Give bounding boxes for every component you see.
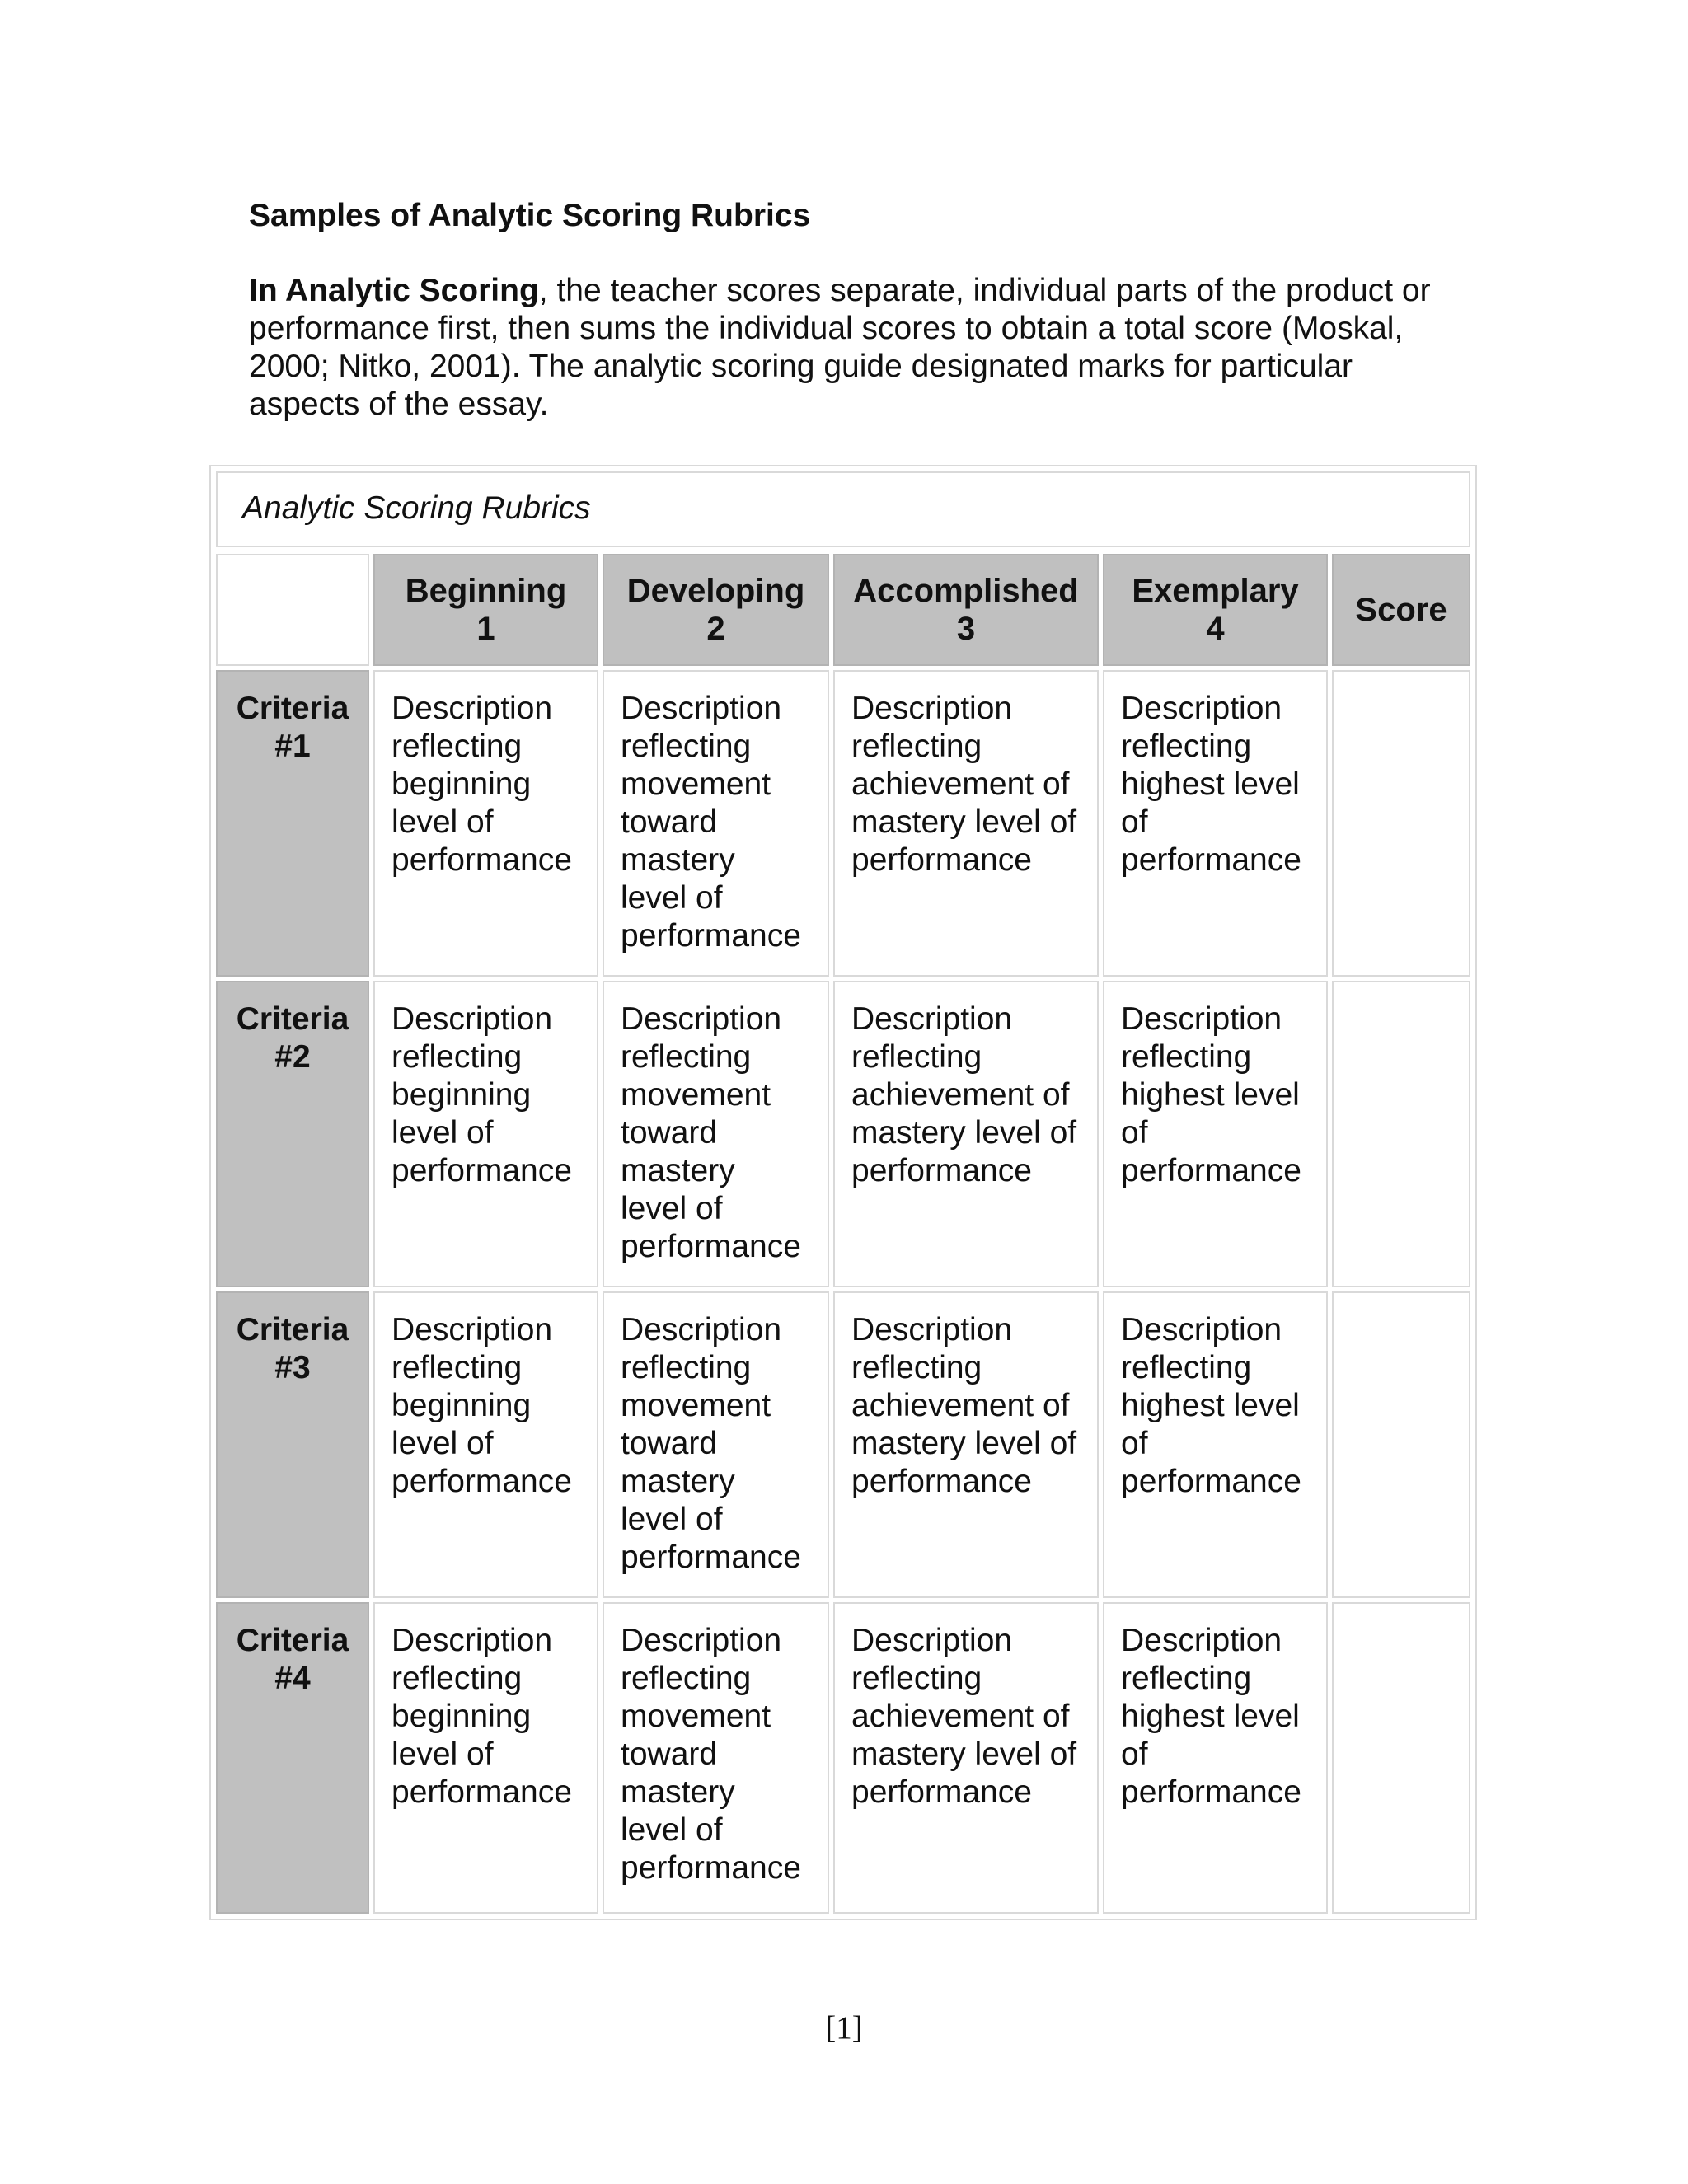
column-name: Accomplished xyxy=(853,573,1079,609)
column-name: Beginning xyxy=(405,573,567,609)
criteria-4-developing-cell: Description reflecting movement toward mastery level of performance xyxy=(603,1602,829,1914)
criteria-number: #2 xyxy=(274,1039,311,1075)
criteria-3-exemplary-cell: Description reflecting highest level of performance xyxy=(1103,1291,1328,1598)
criteria-3-beginning-cell: Description reflecting beginning level of performance xyxy=(373,1291,598,1598)
criteria-3-label xyxy=(216,1291,369,1598)
criteria-1-accomplished-cell: Description reflecting achievement of mastery level of performance xyxy=(833,670,1099,977)
header-accomplished xyxy=(833,554,1099,666)
criteria-2-score-cell xyxy=(1332,981,1470,1287)
intro-lead: In Analytic Scoring xyxy=(249,273,539,308)
column-level: 4 xyxy=(1206,611,1225,647)
criteria-2-accomplished-cell: Description reflecting achievement of mastery level of performance xyxy=(833,981,1099,1287)
criteria-1-beginning-cell: Description reflecting beginning level of performance xyxy=(373,670,598,977)
column-level: 3 xyxy=(956,611,976,647)
header-exemplary xyxy=(1103,554,1328,666)
criteria-3-score-cell xyxy=(1332,1291,1470,1598)
criteria-number: #4 xyxy=(274,1661,311,1696)
page-number: [1] xyxy=(825,2010,863,2046)
criteria-4-label xyxy=(216,1602,369,1914)
criteria-2-developing-cell: Description reflecting movement toward mastery level of performance xyxy=(603,981,829,1287)
criteria-1-exemplary-cell: Description reflecting highest level of performance xyxy=(1103,670,1328,977)
column-name: Developing xyxy=(626,573,805,609)
criteria-label-line: Criteria xyxy=(236,1312,349,1347)
rubric-caption xyxy=(216,471,1470,547)
criteria-1-score-cell xyxy=(1332,670,1470,977)
criteria-4-exemplary-cell: Description reflecting highest level of performance xyxy=(1103,1602,1328,1914)
column-level: 1 xyxy=(476,611,495,647)
header-corner-cell xyxy=(216,554,369,666)
criteria-1-label xyxy=(216,670,369,977)
criteria-number: #3 xyxy=(274,1350,311,1385)
column-name: Exemplary xyxy=(1132,573,1299,609)
header-beginning xyxy=(373,554,598,666)
criteria-4-score-cell xyxy=(1332,1602,1470,1914)
criteria-number: #1 xyxy=(274,729,311,764)
intro-paragraph xyxy=(249,272,1461,424)
criteria-label-line: Criteria xyxy=(236,691,349,726)
criteria-2-beginning-cell: Description reflecting beginning level of performance xyxy=(373,981,598,1287)
criteria-1-developing-cell: Description reflecting movement toward mastery level of performance xyxy=(603,670,829,977)
criteria-3-developing-cell: Description reflecting movement toward mastery level of performance xyxy=(603,1291,829,1598)
criteria-2-exemplary-cell: Description reflecting highest level of performance xyxy=(1103,981,1328,1287)
criteria-3-accomplished-cell: Description reflecting achievement of mastery level of performance xyxy=(833,1291,1099,1598)
criteria-4-accomplished-cell: Description reflecting achievement of mastery level of performance xyxy=(833,1602,1099,1914)
document-title: Samples of Analytic Scoring Rubrics xyxy=(249,198,811,233)
header-score xyxy=(1332,554,1470,666)
column-level: 2 xyxy=(706,611,725,647)
criteria-4-beginning-cell: Description reflecting beginning level of performance xyxy=(373,1602,598,1914)
score-header-label: Score xyxy=(1355,592,1447,628)
rubric-caption-text: Analytic Scoring Rubrics xyxy=(242,490,591,526)
header-developing xyxy=(603,554,829,666)
criteria-2-label xyxy=(216,981,369,1287)
intro-text: , the teacher scores separate, individual parts of the product or performance first, then sums the individual scores to obtain a total score (Moskal, 2000; Nitko, 2001). The analytic scoring guide designated marks for particular aspects of the essay. xyxy=(249,273,1431,422)
criteria-label-line: Criteria xyxy=(236,1623,349,1658)
criteria-label-line: Criteria xyxy=(236,1001,349,1037)
